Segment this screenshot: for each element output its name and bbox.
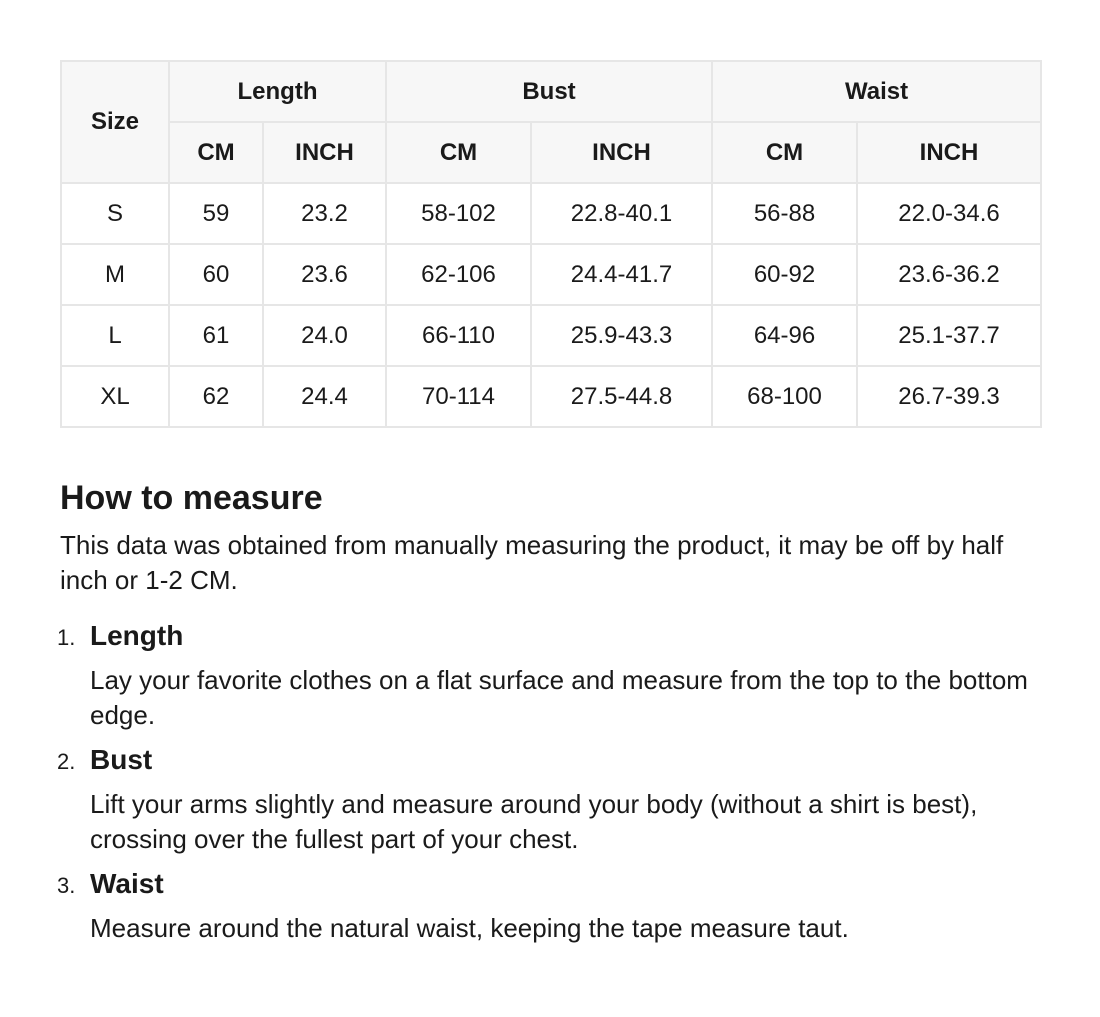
- step-description: Lift your arms slightly and measure around your body (without a shirt is best), crossing over the fullest part of your chest.: [90, 789, 978, 854]
- measure-steps-list: [57, 618, 1050, 946]
- length-inch-cell: 23.2: [263, 183, 386, 244]
- step-title: Waist: [90, 868, 164, 899]
- waist-inch-cell: 25.1-37.7: [857, 305, 1041, 366]
- length-cm-header: CM: [169, 122, 263, 183]
- size-chart-table: [60, 60, 1042, 428]
- bust-inch-cell: 22.8-40.1: [531, 183, 712, 244]
- list-item: [57, 618, 1050, 733]
- bust-cm-cell: 66-110: [386, 305, 531, 366]
- length-group-header: Length: [169, 61, 386, 122]
- bust-cm-cell: 58-102: [386, 183, 531, 244]
- size-cell: M: [61, 244, 169, 305]
- size-cell: L: [61, 305, 169, 366]
- bust-cm-cell: 62-106: [386, 244, 531, 305]
- waist-inch-cell: 26.7-39.3: [857, 366, 1041, 427]
- length-inch-cell: 24.4: [263, 366, 386, 427]
- step-number: 1.: [57, 625, 76, 650]
- waist-inch-cell: 23.6-36.2: [857, 244, 1041, 305]
- bust-cm-cell: 70-114: [386, 366, 531, 427]
- step-number: 3.: [57, 873, 76, 898]
- table-unit-row: [61, 122, 1041, 183]
- length-cm-cell: 62: [169, 366, 263, 427]
- section-title: How to measure: [60, 479, 323, 517]
- waist-group-header: Waist: [712, 61, 1041, 122]
- bust-inch-cell: 24.4-41.7: [531, 244, 712, 305]
- table-header-row: [61, 61, 1041, 122]
- waist-cm-cell: 56-88: [712, 183, 857, 244]
- table-row: [61, 305, 1041, 366]
- length-cm-cell: 59: [169, 183, 263, 244]
- waist-inch-header: INCH: [857, 122, 1041, 183]
- bust-inch-header: INCH: [531, 122, 712, 183]
- length-cm-cell: 60: [169, 244, 263, 305]
- list-item: [57, 742, 1050, 857]
- bust-group-header: Bust: [386, 61, 712, 122]
- bust-cm-header: CM: [386, 122, 531, 183]
- waist-inch-cell: 22.0-34.6: [857, 183, 1041, 244]
- step-title: Length: [90, 620, 184, 651]
- size-column-header: Size: [61, 61, 169, 183]
- waist-cm-cell: 64-96: [712, 305, 857, 366]
- list-item: [57, 866, 1050, 946]
- step-title: Bust: [90, 744, 153, 775]
- length-inch-header: INCH: [263, 122, 386, 183]
- bust-inch-cell: 27.5-44.8: [531, 366, 712, 427]
- size-cell: XL: [61, 366, 169, 427]
- length-cm-cell: 61: [169, 305, 263, 366]
- length-inch-cell: 24.0: [263, 305, 386, 366]
- length-inch-cell: 23.6: [263, 244, 386, 305]
- step-number: 2.: [57, 749, 76, 774]
- waist-cm-header: CM: [712, 122, 857, 183]
- table-row: [61, 244, 1041, 305]
- table-row: [61, 183, 1041, 244]
- size-cell: S: [61, 183, 169, 244]
- table-row: [61, 366, 1041, 427]
- step-description: Lay your favorite clothes on a flat surface and measure from the top to the bottom edge.: [90, 665, 1028, 730]
- how-to-measure-section: [57, 476, 1050, 955]
- waist-cm-cell: 68-100: [712, 366, 857, 427]
- intro-text: This data was obtained from manually measuring the product, it may be off by half inch or 1-2 CM.: [60, 530, 1004, 595]
- waist-cm-cell: 60-92: [712, 244, 857, 305]
- step-description: Measure around the natural waist, keeping the tape measure taut.: [90, 913, 849, 943]
- bust-inch-cell: 25.9-43.3: [531, 305, 712, 366]
